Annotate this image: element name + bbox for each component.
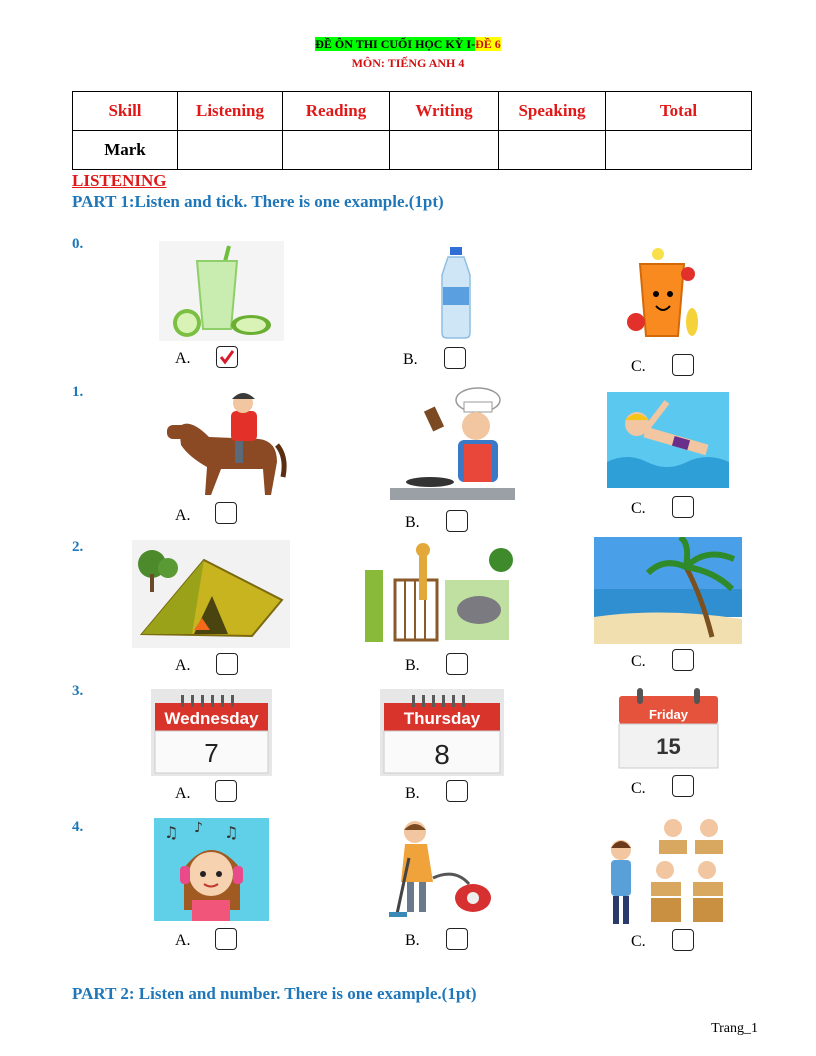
orange-juice-cup-image	[618, 244, 706, 344]
checkbox-q4-b[interactable]	[446, 928, 468, 950]
glass-of-lime-juice-image	[159, 241, 284, 341]
checkmark-icon	[217, 347, 237, 367]
checkbox-q2-a[interactable]	[216, 653, 238, 675]
beach-image	[594, 537, 742, 644]
question-number-4: 4.	[72, 819, 84, 835]
camping-tent-image	[132, 540, 290, 648]
checkbox-q0-c[interactable]	[672, 354, 694, 376]
option-q3-b-label: B.	[405, 785, 420, 802]
checkbox-q3-b[interactable]	[446, 780, 468, 802]
checkbox-q0-b[interactable]	[444, 347, 466, 369]
option-q4-a-label: A.	[175, 932, 191, 949]
boy-cooking-image	[390, 384, 515, 504]
header-listening: Listening	[178, 92, 283, 131]
girl-listening-music-image	[154, 818, 269, 921]
mark-listening-cell[interactable]	[178, 131, 283, 170]
calendar-date-8: 8	[434, 739, 450, 770]
score-table-header-row	[73, 92, 752, 131]
option-q0-a-label: A.	[175, 350, 191, 367]
calendar-day-wednesday: Wednesday	[164, 709, 259, 728]
mark-writing-cell[interactable]	[390, 131, 499, 170]
option-q2-c-label: C.	[631, 653, 646, 670]
mark-reading-cell[interactable]	[283, 131, 390, 170]
girl-vacuuming-image	[385, 818, 495, 922]
checkbox-q2-b[interactable]	[446, 653, 468, 675]
score-table	[72, 91, 752, 170]
calendar-date-15: 15	[656, 734, 681, 759]
option-q4-b-label: B.	[405, 932, 420, 949]
water-bottle-image	[436, 245, 476, 340]
boy-swimming-image	[607, 392, 729, 488]
exam-title-number: ĐỀ 6	[475, 37, 501, 51]
part1-title: PART 1:Listen and tick. There is one example.(1pt)	[72, 192, 444, 211]
option-q3-c-label: C.	[631, 780, 646, 797]
calendar-wednesday-image	[151, 689, 272, 776]
exam-title	[0, 37, 816, 52]
part2-title: PART 2: Listen and number. There is one example.(1pt)	[72, 984, 477, 1003]
checkbox-q4-a[interactable]	[215, 928, 237, 950]
calendar-thursday-image	[380, 689, 504, 776]
boy-riding-horse-image	[159, 387, 289, 499]
option-q2-b-label: B.	[405, 657, 420, 674]
header-writing: Writing	[390, 92, 499, 131]
page-number: Trang_1	[711, 1021, 758, 1036]
checkbox-q1-b[interactable]	[446, 510, 468, 532]
exam-subject: MÔN: TIẾNG ANH 4	[351, 56, 465, 70]
classroom-image	[603, 814, 735, 928]
question-number-1: 1.	[72, 384, 84, 400]
checkbox-q0-a[interactable]	[216, 346, 238, 368]
calendar-friday-image	[617, 686, 720, 770]
score-table-mark-row	[73, 131, 752, 170]
header-speaking: Speaking	[499, 92, 606, 131]
checkbox-q3-c[interactable]	[672, 775, 694, 797]
option-q0-b-label: B.	[403, 351, 418, 368]
mark-total-cell[interactable]	[606, 131, 752, 170]
music-note-icon: ♫	[164, 823, 179, 842]
option-q1-c-label: C.	[631, 500, 646, 517]
option-q1-a-label: A.	[175, 507, 191, 524]
question-number-3: 3.	[72, 683, 84, 699]
header-reading: Reading	[283, 92, 390, 131]
calendar-day-friday: Friday	[648, 707, 689, 722]
option-q3-a-label: A.	[175, 785, 191, 802]
question-number-2: 2.	[72, 539, 84, 555]
header-total: Total	[606, 92, 752, 131]
section-title-listening: LISTENING	[72, 171, 167, 190]
checkbox-q1-c[interactable]	[672, 496, 694, 518]
checkbox-q1-a[interactable]	[215, 502, 237, 524]
checkbox-q4-c[interactable]	[672, 929, 694, 951]
calendar-date-7: 7	[204, 738, 219, 768]
option-q0-c-label: C.	[631, 358, 646, 375]
zoo-image	[361, 540, 519, 648]
mark-speaking-cell[interactable]	[499, 131, 606, 170]
checkbox-q3-a[interactable]	[215, 780, 237, 802]
option-q1-b-label: B.	[405, 514, 420, 531]
checkbox-q2-c[interactable]	[672, 649, 694, 671]
question-number-0: 0.	[72, 236, 84, 252]
music-note-icon: ♫	[224, 823, 239, 842]
exam-title-main: ĐỀ ÔN THI CUỐI HỌC KỲ I-	[315, 37, 476, 51]
calendar-day-thursday: Thursday	[403, 709, 481, 728]
header-skill: Skill	[73, 92, 178, 131]
option-q4-c-label: C.	[631, 933, 646, 950]
music-note-icon: ♪	[194, 820, 203, 836]
row-label-mark: Mark	[73, 131, 178, 170]
option-q2-a-label: A.	[175, 657, 191, 674]
